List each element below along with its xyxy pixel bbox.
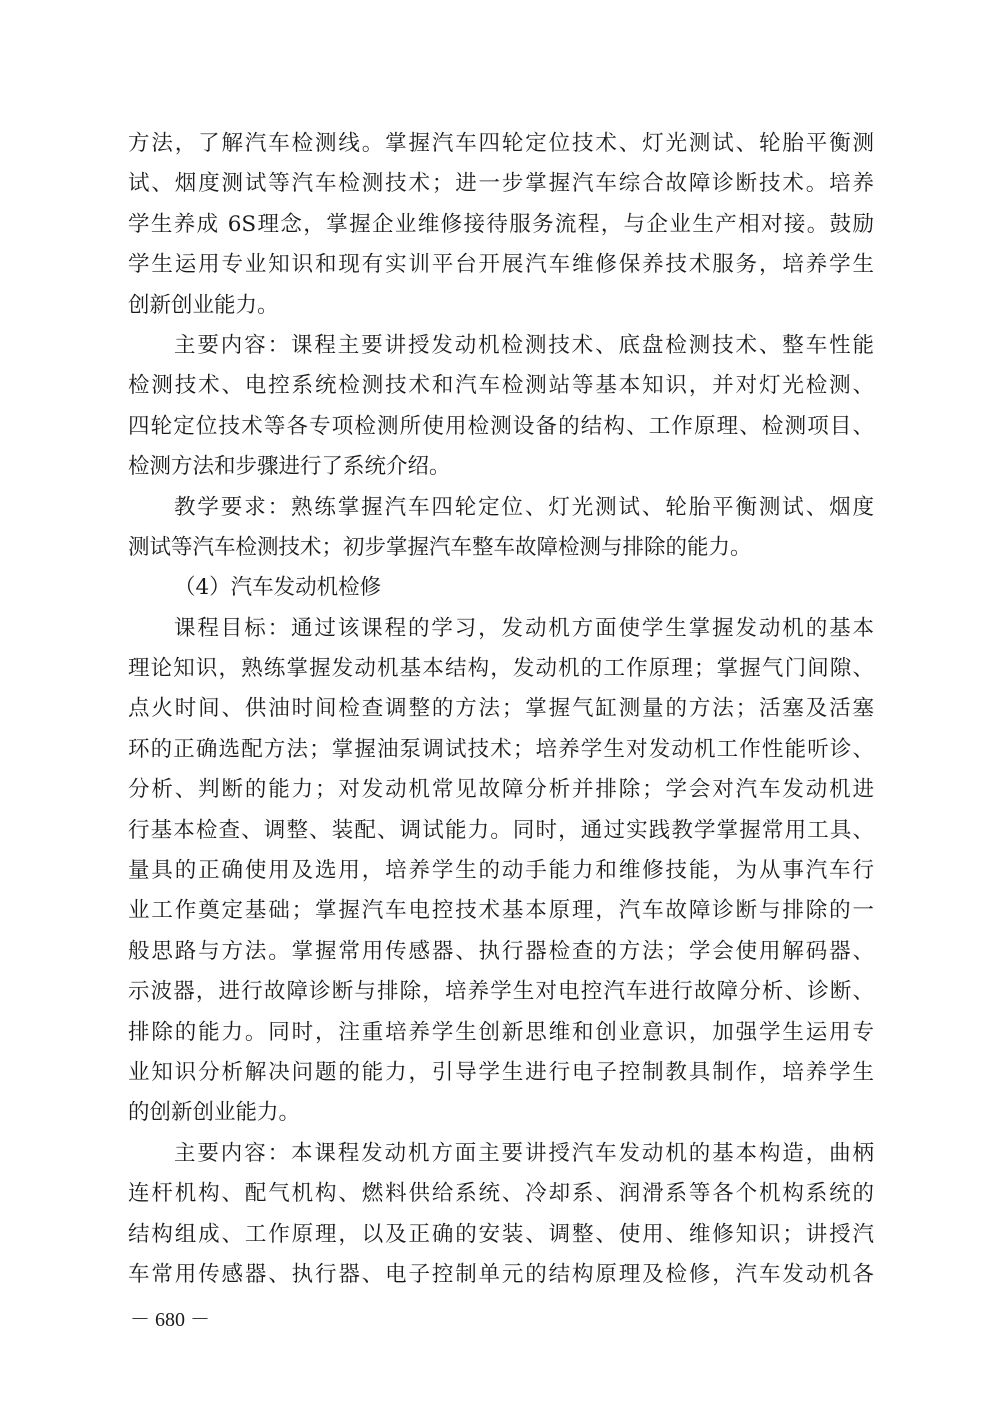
text-line: 点火时间、供油时间检查调整的方法；掌握气缸测量的方法；活塞及活塞 xyxy=(128,696,874,722)
text-line: 试、烟度测试等汽车检测技术；进一步掌握汽车综合故障诊断技术。培养 xyxy=(128,171,874,197)
text-line: 主要内容：课程主要讲授发动机检测技术、底盘检测技术、整车性能 xyxy=(174,332,874,358)
text-line: 环的正确选配方法；掌握油泵调试技术；培养学生对发动机工作性能听诊、 xyxy=(128,736,874,762)
text-line: 教学要求：熟练掌握汽车四轮定位、灯光测试、轮胎平衡测试、烟度 xyxy=(174,494,874,520)
text-line: 业知识分析解决问题的能力，引导学生进行电子控制教具制作，培养学生 xyxy=(128,1059,874,1085)
text-line: 车常用传感器、执行器、电子控制单元的结构原理及检修，汽车发动机各 xyxy=(128,1261,874,1287)
text-line: 测试等汽车检测技术；初步掌握汽车整车故障检测与排除的能力。 xyxy=(128,534,752,560)
text-line: 示波器，进行故障诊断与排除，培养学生对电控汽车进行故障分析、诊断、 xyxy=(128,979,874,1005)
text-line: 量具的正确使用及选用，培养学生的动手能力和维修技能，为从事汽车行 xyxy=(128,858,874,884)
text-line: 连杆机构、配气机构、燃料供给系统、冷却系、润滑系等各个机构系统的 xyxy=(128,1181,874,1207)
text-line: 课程目标：通过该课程的学习，发动机方面使学生掌握发动机的基本 xyxy=(174,615,874,641)
text-line: 业工作奠定基础；掌握汽车电控技术基本原理，汽车故障诊断与排除的一 xyxy=(128,898,874,924)
text-line: 方法，了解汽车检测线。掌握汽车四轮定位技术、灯光测试、轮胎平衡测 xyxy=(128,131,874,156)
text-line: 检测技术、电控系统检测技术和汽车检测站等基本知识，并对灯光检测、 xyxy=(128,373,874,399)
text-line: 理论知识，熟练掌握发动机基本结构，发动机的工作原理；掌握气门间隙、 xyxy=(128,656,874,682)
text-line: （4）汽车发动机检修 xyxy=(174,575,382,601)
text-line: 创新创业能力。 xyxy=(128,292,279,318)
text-line: 四轮定位技术等各专项检测所使用检测设备的结构、工作原理、检测项目、 xyxy=(128,413,874,439)
text-line: 的创新创业能力。 xyxy=(128,1100,301,1126)
text-line: 结构组成、工作原理，以及正确的安装、调整、使用、维修知识；讲授汽 xyxy=(128,1221,874,1247)
text-line: 学生运用专业知识和现有实训平台开展汽车维修保养技术服务，培养学生 xyxy=(128,252,874,278)
page-number: － 680 － xyxy=(130,1309,210,1331)
text-line: 检测方法和步骤进行了系统介绍。 xyxy=(128,454,451,480)
text-line: 排除的能力。同时，注重培养学生创新思维和创业意识，加强学生运用专 xyxy=(128,1019,874,1045)
text-line: 行基本检查、调整、装配、调试能力。同时，通过实践教学掌握常用工具、 xyxy=(128,817,874,843)
text-line: 学生养成 6S理念，掌握企业维修接待服务流程，与企业生产相对接。鼓励 xyxy=(128,211,874,237)
body-text xyxy=(128,124,874,1295)
text-line: 般思路与方法。掌握常用传感器、执行器检查的方法；学会使用解码器、 xyxy=(128,938,874,964)
text-line: 分析、判断的能力；对发动机常见故障分析并排除；学会对汽车发动机进 xyxy=(128,777,874,803)
text-line: 主要内容：本课程发动机方面主要讲授汽车发动机的基本构造，曲柄 xyxy=(174,1140,874,1166)
